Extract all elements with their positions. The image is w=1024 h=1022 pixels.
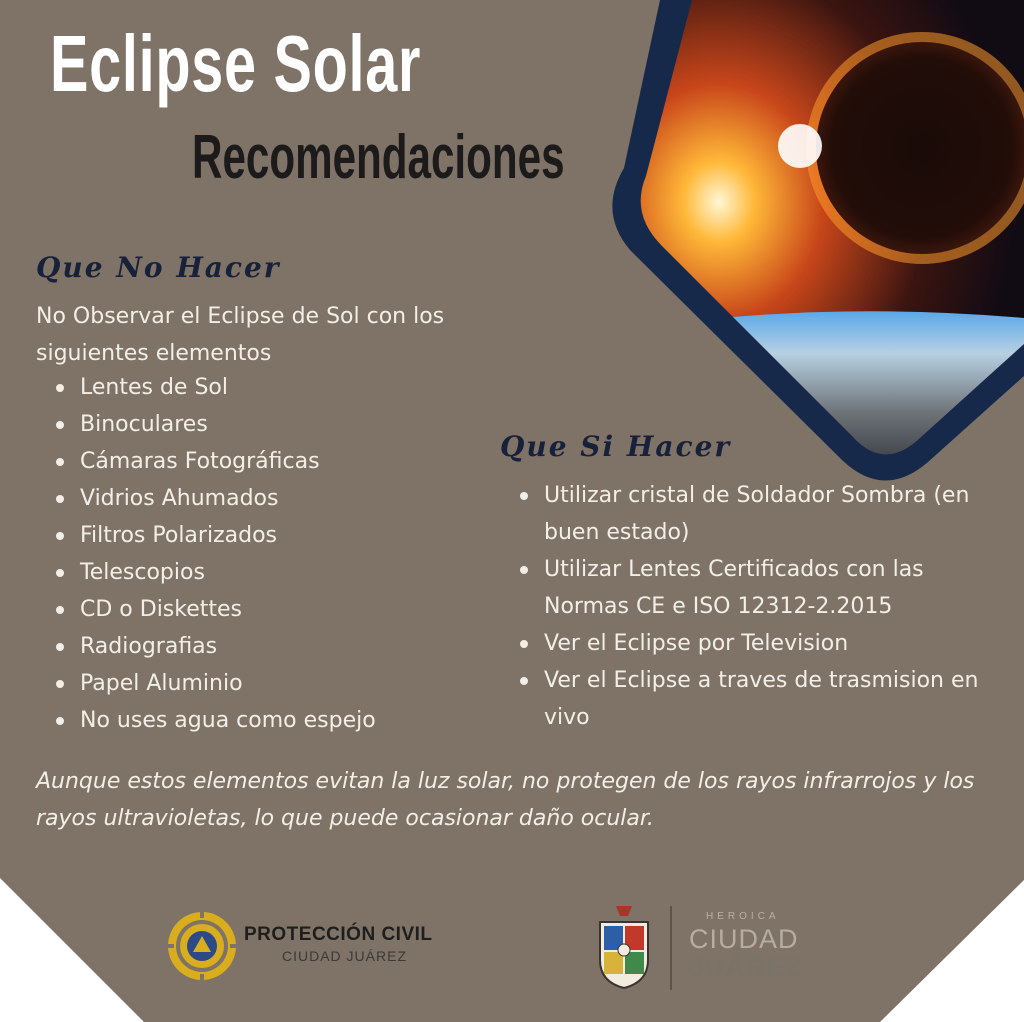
proteccion-civil-logo-icon (166, 910, 238, 982)
page-subtitle: Recomendaciones (192, 123, 565, 192)
proteccion-civil-name: PROTECCIÓN CIVIL (244, 924, 433, 945)
warning-note: Aunque estos elementos evitan la luz solar, no protegen de los rayos infrarrojos y los rayos ultravioletas, lo que puede ocasionar daño ocular. (36, 769, 975, 831)
list-item: Utilizar cristal de Soldador Sombra (en buen estado) (518, 477, 994, 551)
list-item: CD o Diskettes (54, 591, 376, 628)
list-item: Lentes de Sol (54, 369, 376, 406)
ciudad-juarez-prefix: HEROICA (706, 911, 780, 922)
list-item: Utilizar Lentes Certificados con las Normas CE e ISO 12312-2.2015 (518, 551, 994, 625)
que-no-hacer-intro: No Observar el Eclipse de Sol con los siguientes elementos (36, 304, 445, 366)
ciudad-juarez-line2: JUÁREZ (689, 952, 804, 982)
list-item: Radiografias (54, 628, 376, 665)
list-item: Papel Aluminio (54, 665, 376, 702)
list-item: Filtros Polarizados (54, 517, 376, 554)
que-si-hacer-heading: Que Si Hacer (500, 430, 732, 463)
ciudad-juarez-crest-icon (594, 904, 654, 990)
que-no-hacer-heading: Que No Hacer (36, 251, 281, 284)
list-item: No uses agua como espejo (54, 702, 376, 739)
list-item: Cámaras Fotográficas (54, 443, 376, 480)
list-item: Vidrios Ahumados (54, 480, 376, 517)
ciudad-juarez-line1: CIUDAD (689, 924, 799, 954)
logo-divider (670, 906, 672, 990)
que-si-hacer-list (518, 477, 994, 736)
proteccion-civil-city: CIUDAD JUÁREZ (282, 948, 408, 964)
que-no-hacer-list (54, 369, 376, 739)
list-item: Telescopios (54, 554, 376, 591)
list-item: Ver el Eclipse por Television (518, 625, 994, 662)
list-item: Ver el Eclipse a traves de trasmision en vivo (518, 662, 994, 736)
page-title: Eclipse Solar (50, 19, 422, 108)
list-item: Binoculares (54, 406, 376, 443)
